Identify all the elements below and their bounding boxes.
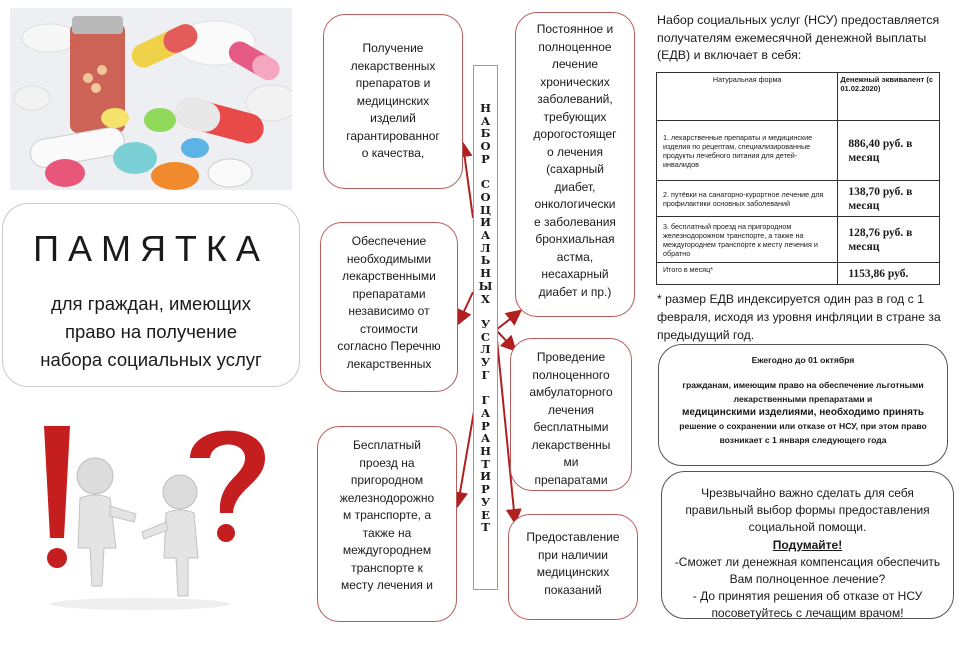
vertical-band [473,65,498,590]
title-subtitle: для граждан, имеющих право на получение набора социальных услуг [40,293,262,370]
pills-photo [10,8,292,190]
table-header-row [657,73,940,121]
nsu-table [656,72,940,285]
title-heading: ПАМЯТКА [33,228,269,269]
intro-text: Набор социальных услуг (НСУ) предоставляется получателям ежемесячной денежной выплаты (ЕДВ) и включает в себя: [657,13,940,62]
band-text: Н А Б О Р С О Ц И А Л Ь Н Ы Х У С Л У Г Г А Р А Н Т И Р У Е Т [478,101,493,535]
title-box [2,203,300,387]
deadline-title: Ежегодно до 01 октября [751,355,855,365]
benefit-bubble-outpatient-treatment: Проведение полноценного амбулаторного лечения бесплатными лекарственны ми препаратами [510,338,632,491]
table-cell-value: 886,40 руб. в месяц [838,121,940,181]
benefit-bubble-free-travel: Бесплатный проезд на пригородном железнодорожно м транспорте, а также на междугороднем транспорте к месту лечения и [317,426,457,622]
table-row [657,263,940,285]
table-cell-label: 2. путёвки на санаторно-курортное лечение для профилактики основных заболеваний [657,181,838,217]
advice-body: Чрезвычайно важно сделать для себя правильный выбор формы предоставления социальной помощи. Подумайте! -Сможет ли денежная компенсация обеспечить Вам полноценное лечение? - До принятия решения об отказе от НСУ посоветуйтесь с лечащим врачом! [670,485,945,623]
advice-heading: Подумайте! [772,537,843,552]
table-row [657,217,940,263]
table-row [657,121,940,181]
benefit-bubble-chronic-treatment: Постоянное и полноценное лечение хронических заболеваний, требующих дорогостоящег о лечения (сахарный диабет, онкологически е заболевания бронхиальная астма, несахарный диабет и пр.) [515,12,635,317]
benefit-bubble-drug-provision: Обеспечение необходимыми лекарственными препаратами независимо от стоимости согласно Перечню лекарственных [320,222,458,392]
table-cell-value: 138,70 руб. в месяц [838,181,940,217]
footnote-text: * размер ЕДВ индексируется один раз в год с 1 февраля, исходя из уровня инфляции в стране за предыдущий год. [657,292,941,342]
table-header-natural: Натуральная форма [657,73,838,121]
table-cell-value: 1153,86 руб. [838,263,940,285]
deadline-body: гражданам, имеющим право на обеспечение льготными лекарственными препаратами и медицинскими изделиями, необходимо принять решение о сохранении или отказе от НСУ, при этом право возникает с 1 января следующего года [679,380,927,445]
table-header-money: Денежный эквивалент (с 01.02.2020) [838,73,940,121]
people-question-illustration [30,418,280,616]
benefit-bubble-quality-drugs: Получение лекарственных препаратов и медицинских изделий гарантированног о качества, [323,14,463,189]
table-cell-label: Итого в месяц* [657,263,838,285]
table-row [657,181,940,217]
deadline-box [658,344,948,466]
table-cell-label: 3. бесплатный проезд на пригородном железнодорожном транспорте, а также на междугороднем транспорте к месту лечения и обратно [657,217,838,263]
table-cell-value: 128,76 руб. в месяц [838,217,940,263]
advice-box [661,471,954,619]
table-cell-label: 1. лекарственные препараты и медицинские изделия по рецептам, специализированные продукты лечебного питания для детей-инвалидов [657,121,838,181]
benefit-bubble-medical-indications: Предоставление при наличии медицинских показаний [508,514,638,620]
